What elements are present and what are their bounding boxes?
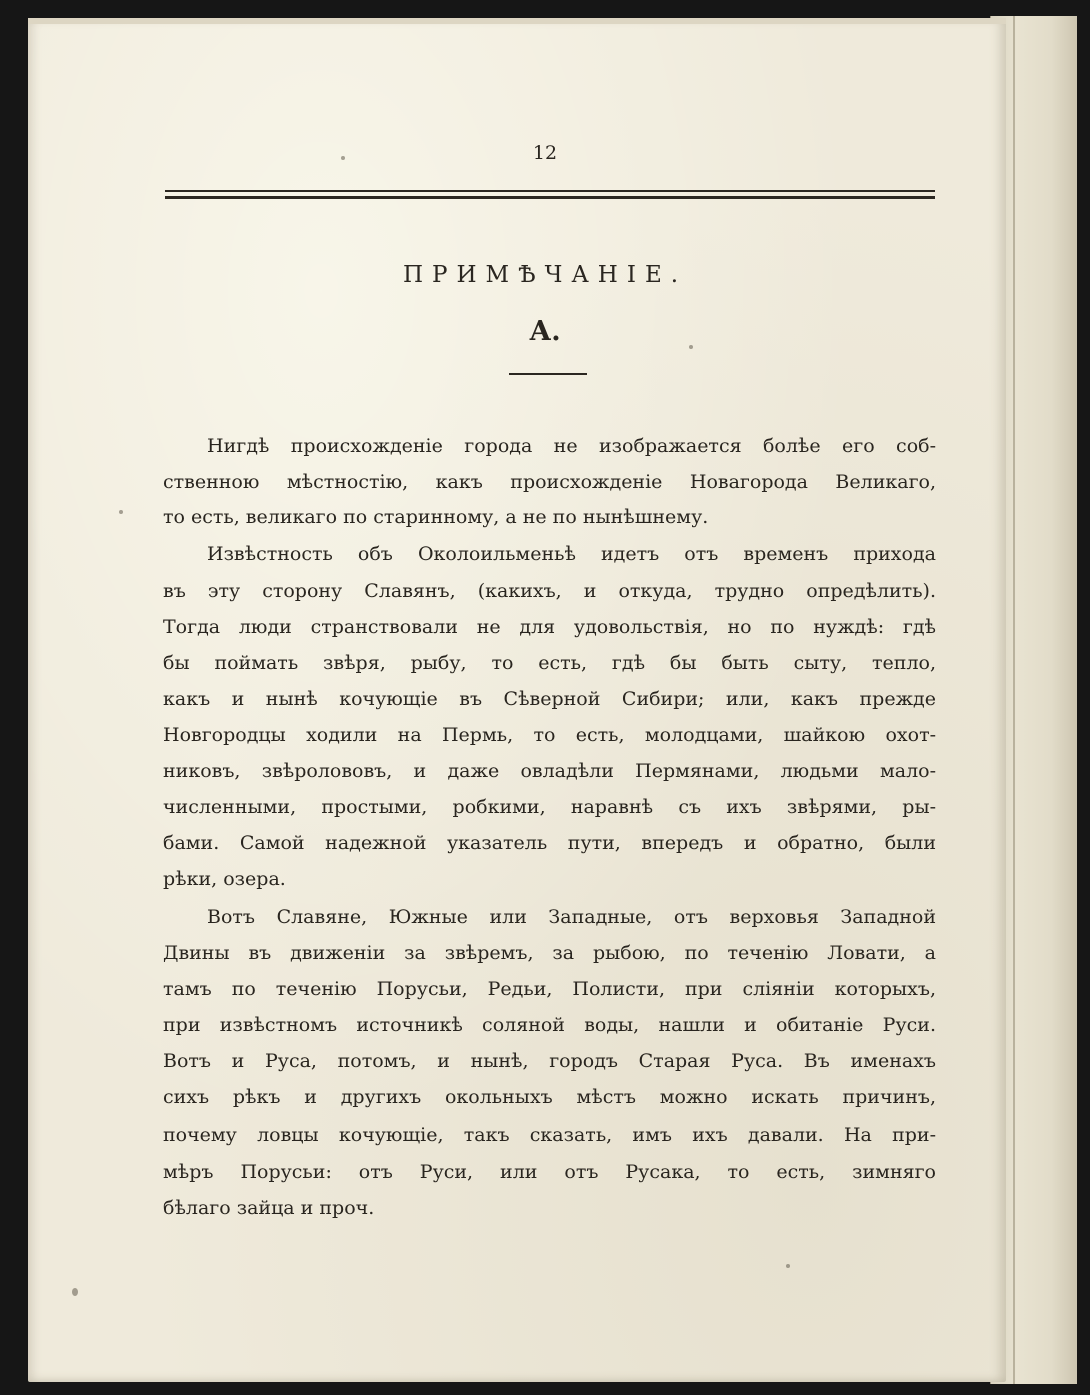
paper-speck	[119, 510, 123, 514]
header-double-rule	[165, 190, 935, 199]
paragraph-2-line-6: Новгородцы ходили на Пермь, то есть, молодцами, шайкою охот-	[163, 724, 936, 746]
paper-speck	[341, 156, 345, 160]
paragraph-2-line-3: Тогда люди странствовали не для удовольствія, но по нуждѣ: гдѣ	[163, 616, 936, 638]
paragraph-2-line-4: бы поймать звѣря, рыбу, то есть, гдѣ бы быть сыту, тепло,	[163, 652, 936, 674]
paragraph-2-line-10: рѣки, озера.	[163, 868, 286, 890]
paragraph-2-line-5: какъ и нынѣ кочующіе въ Сѣверной Сибири; или, какъ прежде	[163, 688, 936, 710]
paragraph-3-line-4: при извѣстномъ источникѣ соляной воды, нашли и обитаніе Руси.	[163, 1014, 936, 1036]
paragraph-3-line-3: тамъ по теченію Порусьи, Редьи, Полисти, при сліяніи которыхъ,	[163, 978, 936, 1000]
page-fold	[1013, 16, 1015, 1384]
paragraph-3-line-5: Вотъ и Руса, потомъ, и нынѣ, городъ Старая Руса. Въ именахъ	[163, 1050, 936, 1072]
paragraph-2-line-9: бами. Самой надежной указатель пути, впередъ и обратно, были	[163, 832, 936, 854]
paragraph-3-line-6: сихъ рѣкъ и другихъ окольныхъ мѣстъ можно искать причинъ,	[163, 1086, 936, 1108]
paragraph-3-line-7: почему ловцы кочующіе, такъ сказать, имъ ихъ давали. На при-	[163, 1124, 936, 1146]
paragraph-2-line-2: въ эту сторону Славянъ, (какихъ, и откуда, трудно опредѣлить).	[163, 580, 936, 602]
paragraph-2-line-8: численными, простыми, робкими, наравнѣ съ ихъ звѣрями, ры-	[163, 796, 936, 818]
paragraph-1-line-3: то есть, великаго по старинному, а не по нынѣшнему.	[163, 506, 709, 528]
paragraph-3-line-2: Двины въ движеніи за звѣремъ, за рыбою, по теченію Ловати, а	[163, 942, 936, 964]
paragraph-3-line-8: мѣръ Порусьи: отъ Руси, или отъ Русака, то есть, зимняго	[163, 1161, 936, 1183]
paragraph-3-line-1: Вотъ Славяне, Южные или Западные, отъ верховья Западной	[207, 906, 936, 928]
page-top-edge	[28, 18, 1006, 24]
page-number: 12	[532, 142, 558, 164]
paragraph-3-line-9: бѣлаго зайца и проч.	[163, 1197, 375, 1219]
section-rule	[509, 373, 587, 375]
page-heading: ПРИМѢЧАНІЕ.	[402, 262, 688, 288]
paper-speck	[786, 1264, 790, 1268]
paper-speck	[689, 345, 693, 349]
section-letter: А.	[529, 316, 561, 347]
paragraph-1-line-2: ственною мѣстностію, какъ происхожденіе Новагорода Великаго,	[163, 471, 936, 493]
paragraph-2-line-1: Извѣстность объ Околоильменьѣ идетъ отъ временъ прихода	[207, 543, 936, 565]
paragraph-2-line-7: никовъ, звѣролововъ, и даже овладѣли Пермянами, людьми мало-	[163, 760, 936, 782]
paragraph-1-line-1: Нигдѣ происхожденіе города не изображается болѣе его соб-	[207, 435, 936, 457]
paper-speck	[72, 1288, 78, 1296]
